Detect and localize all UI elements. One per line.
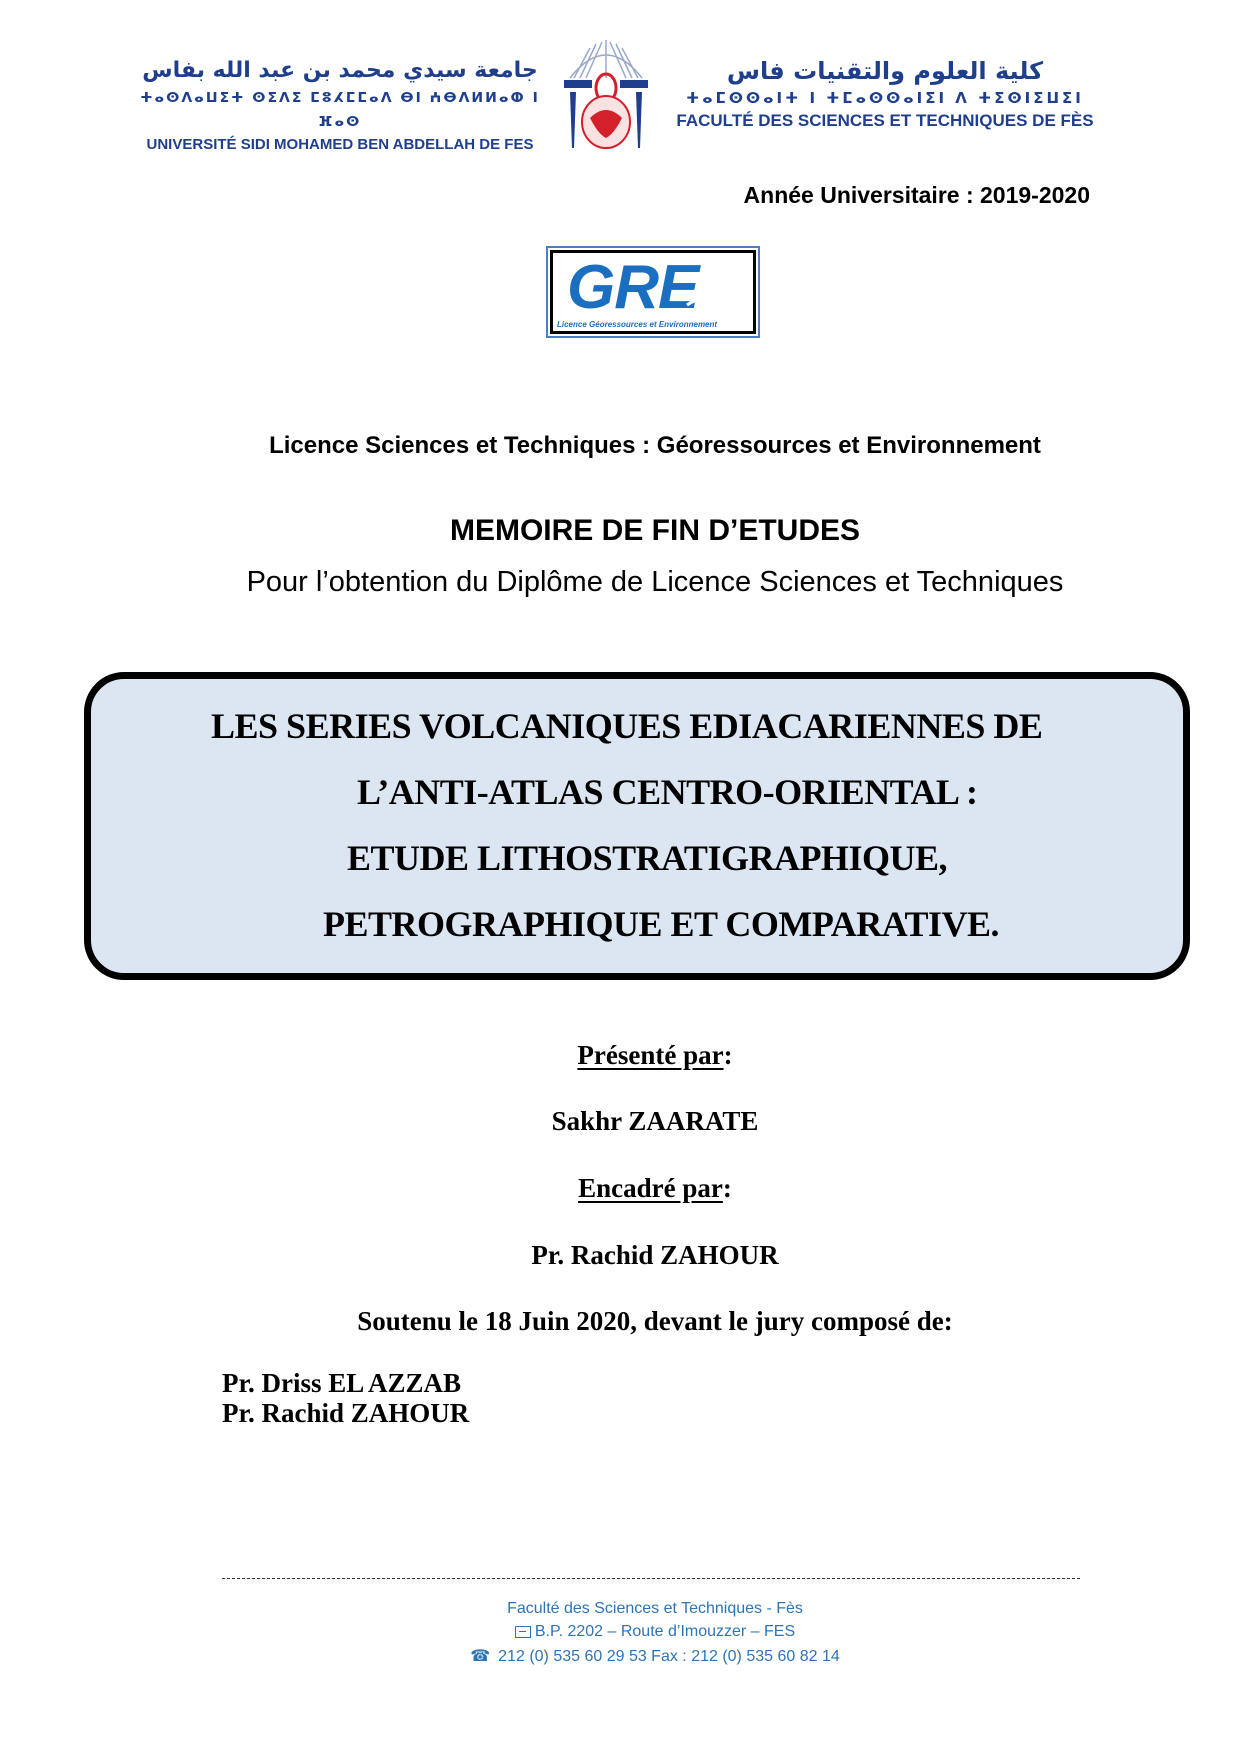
gre-logo-frame (550, 250, 756, 334)
university-name-arabic: جامعة سيدي محمد بن عبد الله بفاس (142, 58, 538, 83)
gre-logo (546, 246, 760, 338)
presented-by-colon: : (723, 1040, 733, 1070)
thesis-title-line-1: LES SERIES VOLCANIQUES EDIACARIENNES DE (211, 706, 1043, 746)
footer-divider (222, 1578, 1080, 1579)
wave-icon (685, 293, 745, 313)
thesis-title-box (84, 672, 1190, 980)
academic-year: Année Universitaire : 2019-2020 (743, 182, 1090, 208)
university-header (140, 56, 540, 156)
footer-address-text: B.P. 2202 – Route d’Imouzzer – FES (534, 1623, 796, 1640)
mailbox-icon (515, 1626, 531, 1638)
thesis-title-line-4: PETROGRAPHIQUE ET COMPARATIVE. (323, 904, 1000, 944)
memoire-title: MEMOIRE DE FIN D’ETUDES (449, 514, 861, 547)
supervisor-name: Pr. Rachid ZAHOUR (531, 1240, 779, 1270)
university-name-tifinagh: ⵜⴰⵙⴷⴰⵡⵉⵜ ⵙⵉⴷⵉ ⵎⵓⵃⵎⵎⴰⴷ ⴱⵏ ⵄⴱⴷⵍⵍⴰⵀ ⵏ ⴼⴰⵙ (140, 90, 540, 130)
university-emblem-icon (560, 38, 652, 154)
gre-logo-subtitle: Licence Géoressources et Environnement (557, 320, 718, 329)
student-name: Sakhr ZAARATE (551, 1106, 759, 1136)
gre-logo-text: GRE (567, 253, 699, 322)
memoire-subtitle: Pour l’obtention du Diplôme de Licence Sciences et Techniques (246, 566, 1064, 598)
faculty-header (660, 56, 1110, 132)
licence-program: Licence Sciences et Techniques : Géoressources et Environnement (269, 432, 1041, 459)
footer-faculty: Faculté des Sciences et Techniques - Fès (507, 1600, 803, 1617)
defense-info: Soutenu le 18 Juin 2020, devant le jury composé de: (357, 1306, 953, 1336)
faculty-name-tifinagh: ⵜⴰⵎⵙⵙⴰⵏⵜ ⵏ ⵜⵎⴰⵙⵙⴰⵏⵉⵏ ⴷ ⵜⵉⵙⵏⵉⵡⵉⵏ (686, 89, 1084, 107)
faculty-name-arabic: كلية العلوم والتقنيات فاس (726, 57, 1044, 85)
presented-by-label (0, 1040, 1241, 1071)
supervised-by-label (0, 1173, 1241, 1204)
footer-address (0, 1623, 1241, 1641)
phone-icon: ☎ (470, 1648, 491, 1665)
thesis-title-line-2: L’ANTI-ATLAS CENTRO-ORIENTAL : (357, 772, 978, 812)
thesis-title-line-3: ETUDE LITHOSTRATIGRAPHIQUE, (347, 838, 947, 878)
footer-phone (0, 1646, 1241, 1666)
jury-member-2: Pr. Rachid ZAHOUR (222, 1398, 470, 1428)
jury-member-1: Pr. Driss EL AZZAB (222, 1368, 462, 1398)
supervised-by-colon: : (722, 1173, 732, 1203)
faculty-name-french: FACULTÉ DES SCIENCES ET TECHNIQUES DE FÈS (676, 111, 1094, 130)
university-name-french: UNIVERSITÉ SIDI MOHAMED BEN ABDELLAH DE FES (146, 136, 534, 153)
supervised-by-text: Encadré par (578, 1173, 723, 1203)
presented-by-text: Présenté par (577, 1040, 724, 1070)
footer-phone-text: 212 (0) 535 60 29 53 Fax : 212 (0) 535 60 82 14 (498, 1648, 840, 1665)
